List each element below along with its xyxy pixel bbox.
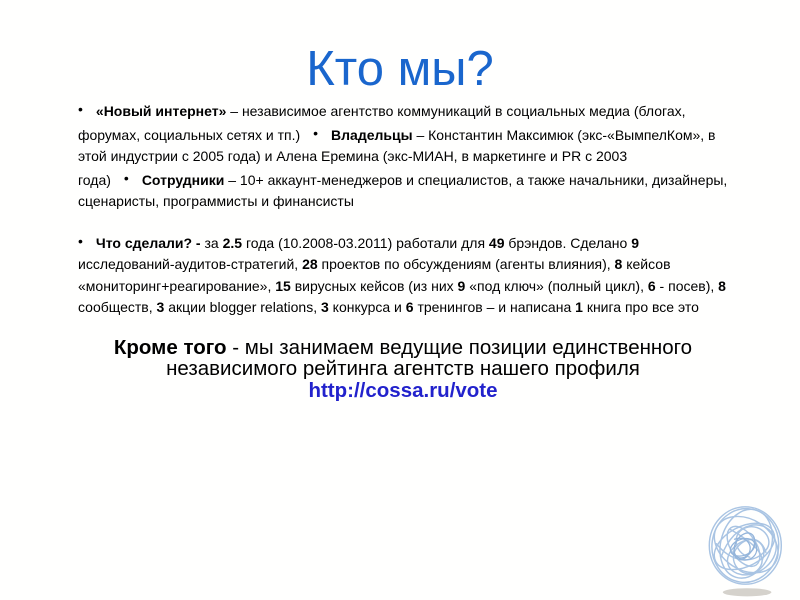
text-segment: Сотрудники: [141, 171, 225, 188]
text-segment: 9: [631, 234, 640, 251]
footer-note: [78, 337, 728, 380]
text-segment: Кроме того: [113, 335, 227, 359]
bullet-achievements: [78, 232, 726, 316]
paragraph-spacer: [78, 213, 728, 231]
text-segment: – независимое агентство коммуникаций в социальных медиа (блогах, форумах, социальных сетях и тп.): [78, 103, 686, 143]
text-segment: – Константин Максимюк (экс-«ВымпелКом», в этой индустрии с 2005 года) и Алена Еремина (экс-МИАН, в маркетинге и PR с 2003 года): [78, 126, 716, 188]
text-segment: 9: [457, 277, 466, 294]
text-segment: проектов по обсуждениям (агенты влияния),: [317, 256, 615, 272]
text-segment: 8: [718, 277, 726, 294]
slide-title: Кто мы?: [306, 42, 494, 96]
text-segment: Владельцы: [331, 126, 413, 143]
text-segment: - посев),: [655, 277, 719, 294]
bullet-marker: •: [123, 169, 129, 186]
text-segment: «под ключ» (полный цикл),: [465, 277, 648, 294]
text-segment: – 10+ аккаунт-менеджеров и специалистов, а также начальники, дизайнеры, сценаристы, программисты и финансисты: [78, 171, 728, 209]
text-segment: акции blogger relations,: [164, 299, 321, 315]
cossa-vote-link[interactable]: http://cossa.ru/vote: [308, 378, 498, 402]
text-segment: брэндов. Сделано: [504, 234, 632, 251]
text-segment: 15: [275, 277, 291, 294]
text-segment: 3: [320, 299, 329, 315]
bullet-marker: •: [78, 101, 83, 117]
text-segment: вирусных кейсов (из них: [290, 277, 458, 294]
logo-shadow: [723, 588, 772, 596]
text-segment: книга про все это: [582, 299, 699, 315]
text-segment: года (10.2008-03.2011) работали для: [242, 234, 489, 251]
text-segment: сообществ,: [78, 299, 157, 315]
bullet-marker: •: [313, 124, 319, 141]
text-segment: - мы занимаем ведущие позиции единственного независимого рейтинга агентств нашего профиля: [166, 335, 693, 380]
tangled-ball-logo-icon: [703, 502, 793, 598]
text-segment: 28: [302, 256, 318, 272]
text-segment: 8: [614, 256, 623, 272]
text-segment: кейсов «мониторинг+реагирование»,: [78, 256, 671, 294]
text-segment: 6: [405, 299, 414, 315]
text-segment: 3: [156, 299, 165, 315]
text-segment: Что сделали? -: [95, 234, 201, 251]
bullet-staff: [78, 169, 728, 210]
text-segment: тренингов – и написана: [413, 299, 576, 315]
slide-body-text: [78, 99, 728, 401]
text-segment: за: [200, 234, 223, 251]
text-segment: 6: [647, 277, 656, 294]
bullet-marker: •: [78, 232, 83, 249]
text-segment: 49: [488, 234, 505, 251]
text-segment: 1: [575, 299, 583, 315]
text-segment: исследований-аудитов-стратегий,: [78, 256, 303, 272]
text-segment: «Новый интернет»: [95, 103, 227, 119]
text-segment: конкурса и: [328, 299, 406, 315]
text-segment: 2.5: [222, 234, 243, 251]
paragraph-spacer: [78, 319, 728, 337]
footer-link-line: [78, 380, 728, 402]
